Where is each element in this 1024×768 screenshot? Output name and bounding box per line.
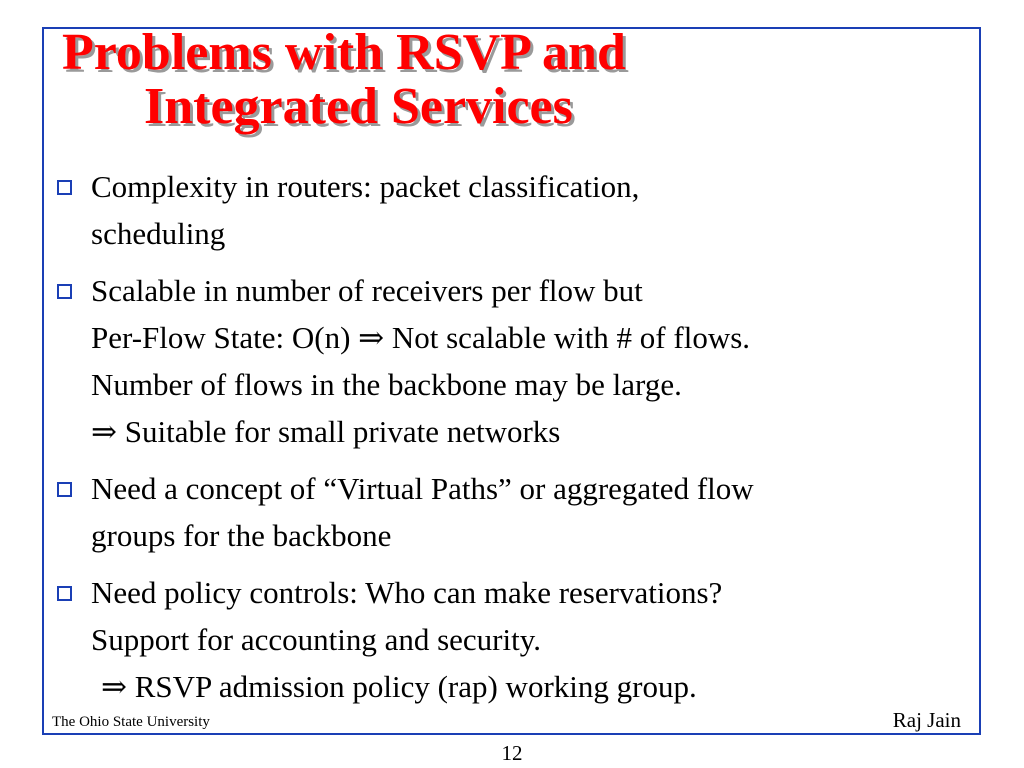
hollow-square-bullet-icon — [57, 180, 72, 195]
bullet-list — [55, 163, 970, 720]
bullet-line: Scalable in number of receivers per flow but — [91, 273, 643, 308]
bullet-line: Need policy controls: Who can make reservations? — [91, 575, 723, 610]
bullet-item — [55, 267, 970, 455]
page-number: 12 — [501, 741, 523, 765]
bullet-line: Per-Flow State: O(n) ⇒ Not scalable with # of flows. — [91, 320, 751, 355]
title-line-1: Problems with RSVP and — [62, 24, 626, 81]
bullet-line: scheduling — [91, 216, 226, 251]
bullet-item — [55, 465, 970, 559]
hollow-square-bullet-icon — [57, 586, 72, 601]
footer-institution: The Ohio State University — [52, 714, 210, 730]
hollow-square-bullet-icon — [57, 284, 72, 299]
bullet-line: Number of flows in the backbone may be large. — [91, 367, 682, 402]
bullet-line: Need a concept of “Virtual Paths” or aggregated flow — [91, 471, 754, 506]
bullet-line: ⇒ Suitable for small private networks — [91, 414, 561, 449]
bullet-item — [55, 569, 970, 710]
bullet-line: Support for accounting and security. — [91, 622, 541, 657]
footer-author: Raj Jain — [892, 708, 961, 732]
bullet-item — [55, 163, 970, 257]
bullet-line: ⇒ RSVP admission policy (rap) working group. — [101, 669, 697, 704]
bullet-line: groups for the backbone — [91, 518, 392, 553]
bullet-line: Complexity in routers: packet classification, — [91, 169, 640, 204]
title-line-2: Integrated Services — [144, 78, 573, 135]
hollow-square-bullet-icon — [57, 482, 72, 497]
slide-title — [62, 26, 782, 134]
